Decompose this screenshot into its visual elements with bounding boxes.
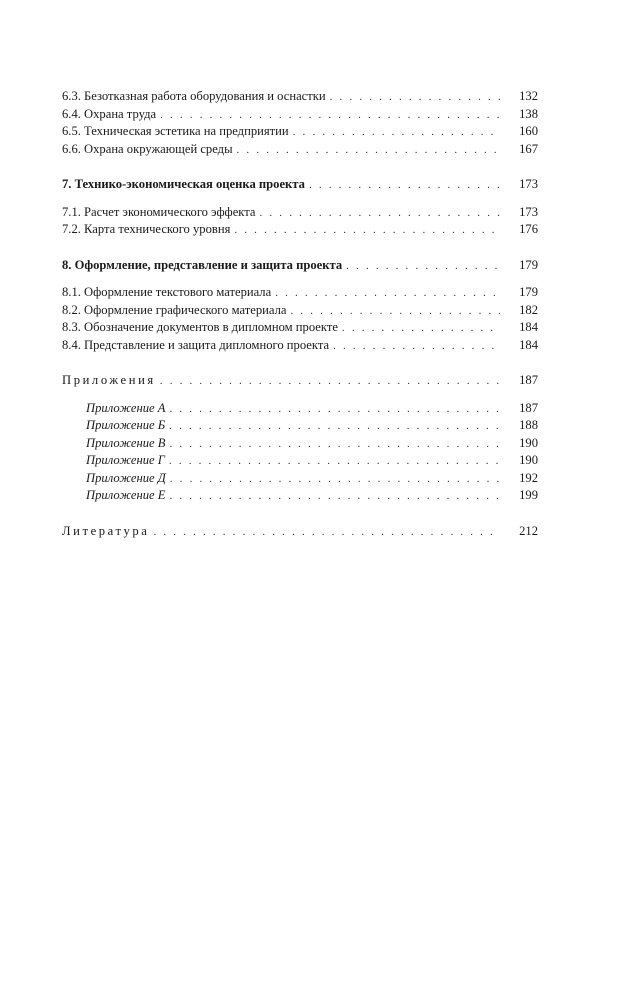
toc-entry-page: 176 — [519, 222, 538, 236]
toc-appendix-page: 199 — [519, 488, 538, 502]
toc-appendix-g[interactable] — [62, 452, 538, 470]
toc-entry-7-1[interactable] — [62, 204, 538, 222]
toc-entry-label: 7.1. Расчет экономического эффекта — [62, 204, 256, 219]
toc-literature-label: Литература — [62, 523, 150, 538]
toc-appendix-page: 190 — [519, 453, 538, 467]
dot-leader — [160, 373, 500, 391]
toc-entry-label: 8.2. Оформление графического материала — [62, 302, 287, 317]
dot-leader — [169, 488, 500, 506]
toc-appendix-label: Приложение Б — [86, 418, 166, 432]
toc-chapter-page: 173 — [519, 177, 538, 191]
toc-appendix-e[interactable] — [62, 487, 538, 505]
toc-entry-page: 179 — [519, 285, 538, 299]
dot-leader — [333, 338, 500, 356]
toc-entry-6-5[interactable] — [62, 123, 538, 141]
toc-entry-8-4[interactable] — [62, 337, 538, 355]
toc-chapter-label: 8. Оформление, представление и защита проекта — [62, 257, 343, 272]
toc-appendix-b[interactable] — [62, 417, 538, 435]
toc-entry-label: 6.3. Безотказная работа оборудования и оснастки — [62, 89, 326, 103]
toc-appendix-label: Приложение В — [86, 435, 166, 450]
toc-chapter-page: 179 — [519, 257, 538, 272]
dot-leader — [260, 205, 501, 223]
dot-leader — [293, 124, 500, 142]
toc-entry-6-6[interactable] — [62, 141, 538, 159]
dot-leader — [160, 107, 500, 125]
dot-leader — [153, 524, 500, 542]
toc-appendices-page: 187 — [519, 373, 538, 387]
toc-entry-7-2[interactable] — [62, 221, 538, 239]
dot-leader — [170, 471, 500, 489]
dot-leader — [169, 418, 500, 436]
dot-leader — [169, 436, 500, 454]
toc-appendix-d[interactable] — [62, 470, 538, 488]
toc-entry-page: 173 — [519, 204, 538, 219]
toc-entry-page: 132 — [519, 89, 538, 103]
toc-appendices-label: Приложения — [62, 373, 156, 387]
toc-chapter-label: 7. Технико-экономическая оценка проекта — [62, 177, 305, 191]
toc-appendix-label: Приложение Д — [86, 470, 166, 485]
dot-leader — [169, 401, 500, 419]
toc-entry-label: 6.5. Техническая эстетика на предприятии — [62, 124, 289, 138]
toc-appendix-label: Приложение А — [86, 400, 166, 415]
dot-leader — [346, 258, 500, 276]
dot-leader — [234, 222, 500, 240]
toc-entry-page: 160 — [519, 124, 538, 138]
toc-chapter-8[interactable] — [62, 257, 538, 275]
dot-leader — [169, 453, 500, 471]
table-of-contents — [62, 88, 538, 540]
dot-leader — [275, 285, 500, 303]
toc-appendix-label: Приложение Е — [86, 488, 166, 502]
toc-entry-page: 184 — [519, 337, 538, 352]
toc-appendix-label: Приложение Г — [86, 453, 165, 467]
toc-entry-page: 184 — [519, 320, 538, 334]
toc-entry-page: 167 — [519, 141, 538, 156]
toc-appendix-v[interactable] — [62, 435, 538, 453]
toc-entry-label: 8.4. Представление и защита дипломного проекта — [62, 337, 330, 352]
toc-entry-label: 6.6. Охрана окружающей среды — [62, 141, 233, 156]
toc-entry-6-3[interactable] — [62, 88, 538, 106]
toc-entry-label: 7.2. Карта технического уровня — [62, 222, 231, 236]
toc-entry-label: 8.3. Обозначение документов в дипломном проекте — [62, 320, 338, 334]
toc-literature[interactable] — [62, 523, 538, 541]
toc-appendix-page: 187 — [519, 400, 538, 415]
dot-leader — [237, 142, 500, 160]
toc-appendix-page: 190 — [519, 435, 538, 450]
toc-appendices[interactable] — [62, 372, 538, 390]
toc-entry-8-1[interactable] — [62, 284, 538, 302]
toc-entry-page: 138 — [519, 106, 538, 121]
toc-entry-page: 182 — [519, 302, 538, 317]
toc-appendix-page: 192 — [519, 470, 538, 485]
toc-entry-label: 6.4. Охрана труда — [62, 106, 157, 121]
toc-entry-8-2[interactable] — [62, 302, 538, 320]
toc-chapter-7[interactable] — [62, 176, 538, 194]
dot-leader — [309, 177, 500, 195]
dot-leader — [290, 303, 500, 321]
dot-leader — [330, 89, 500, 107]
toc-entry-label: 8.1. Оформление текстового материала — [62, 285, 272, 299]
toc-entry-8-3[interactable] — [62, 319, 538, 337]
toc-appendix-page: 188 — [519, 418, 538, 432]
toc-literature-page: 212 — [519, 523, 538, 538]
toc-entry-6-4[interactable] — [62, 106, 538, 124]
dot-leader — [342, 320, 500, 338]
toc-appendix-a[interactable] — [62, 400, 538, 418]
